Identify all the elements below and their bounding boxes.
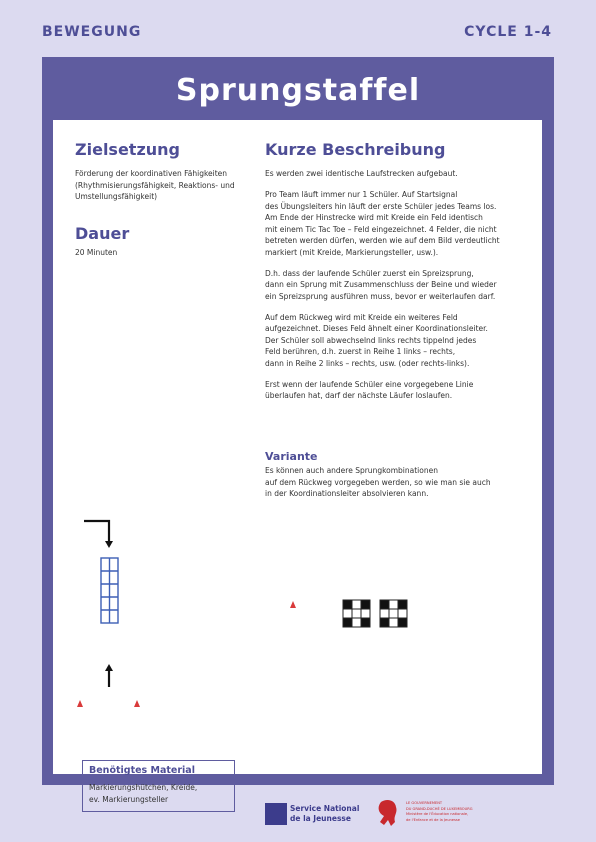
cycle-label: CYCLE 1-4 bbox=[464, 24, 552, 40]
description-paragraph: Auf dem Rückweg wird mit Kreide ein weiteres Feld aufgezeichnet. Dieses Feld ähnelt einer Koordinationsleiter. Der Schüler soll abwechselnd links rechts tippelnd jedes Feld berühren, d.h. zuerst in Reihe 1 links – rechts, dann in Reihe 2 links – rechts, usw. (oder rechts-links). bbox=[265, 312, 488, 368]
left-track bbox=[77, 521, 296, 707]
cone-icon bbox=[77, 700, 83, 707]
government-text: LE GOUVERNEMENT DU GRAND-DUCHÉ DE LUXEMBOURG Ministère de l'Éducation nationale, de l'Enfance et de la Jeunesse bbox=[406, 801, 473, 822]
material-box bbox=[82, 760, 235, 812]
variant-heading: Variante bbox=[265, 450, 318, 463]
material-text: Markierungshütchen, Kreide, ev. Markierungsteller bbox=[89, 783, 198, 804]
cone-icon bbox=[134, 700, 140, 707]
course-diagram bbox=[53, 120, 542, 774]
duration-text: 20 Minuten bbox=[75, 248, 118, 257]
red-lion-icon bbox=[375, 798, 401, 828]
duration-heading: Dauer bbox=[75, 224, 130, 243]
goal-heading: Zielsetzung bbox=[75, 140, 180, 159]
description-paragraph: Es werden zwei identische Laufstrecken aufgebaut. bbox=[265, 169, 458, 178]
material-heading: Benötigtes Material bbox=[89, 765, 195, 776]
description-paragraph: Pro Team läuft immer nur 1 Schüler. Auf Startsignal des Übungsleiters hin läuft der erste Schüler jedes Teams los. Am Ende der Hinstrecke wird mit Kreide ein Feld identisch mit einem Tic Tac Toe – Feld eingezeichnet. 4 Felder, die nicht betreten werden dürfen, werden wie auf dem Bild verdeutlicht markiert (mit Kreide, Markierungsteller, usw.). bbox=[265, 190, 500, 257]
arrow-up-icon bbox=[105, 664, 113, 671]
page-title: Sprungstaffel bbox=[175, 73, 421, 108]
snj-name: Service National de la Jeunesse bbox=[290, 804, 360, 823]
government-logo bbox=[375, 798, 473, 832]
content-card bbox=[53, 120, 542, 804]
description-paragraph: D.h. dass der laufende Schüler zuerst ein Spreizsprung, dann ein Sprung mit Zusammenschluss der Beine und wieder ein Spreizsprung ausführen muss, bevor er weiterlaufen darf. bbox=[265, 268, 497, 301]
category-label: BEWEGUNG bbox=[42, 24, 142, 40]
description-heading: Kurze Beschreibung bbox=[265, 140, 446, 159]
snj-logo-icon bbox=[265, 803, 287, 825]
variant-text: Es können auch andere Sprungkombinationen auf dem Rückweg vorgegeben werden, so wie man sie auch in der Koordinationsleiter absolvieren kann. bbox=[265, 466, 491, 498]
snj-logo bbox=[265, 803, 360, 827]
arrow-down-icon bbox=[105, 541, 113, 548]
goal-text: Förderung der koordinativen Fähigkeiten (Rhythmisierungsfähigkeit, Reaktions- und Umstellungsfähigkeit) bbox=[75, 169, 235, 201]
cone-icon bbox=[290, 601, 296, 608]
coordination-ladder bbox=[101, 558, 118, 623]
jump-grid-center-left bbox=[380, 600, 407, 627]
jump-grid-left bbox=[343, 600, 370, 627]
sheet-frame bbox=[42, 57, 554, 804]
description-paragraph: Erst wenn der laufende Schüler eine vorgegebene Linie überlaufen hat, darf der nächste Läufer loslaufen. bbox=[265, 379, 474, 400]
